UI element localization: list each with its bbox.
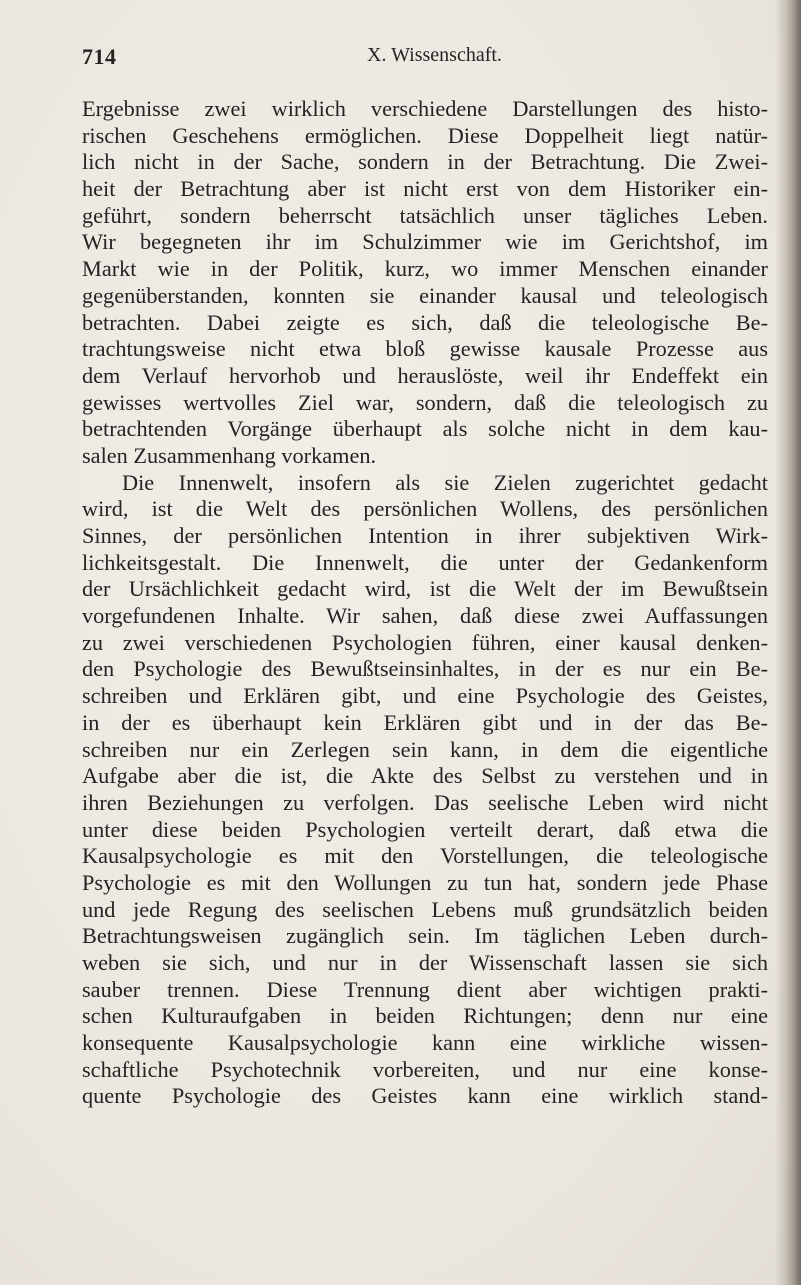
text-line: Psychologie es mit den Wollungen zu tun hat, sondern jede Phase	[82, 869, 768, 895]
text-line: und jede Regung des seelischen Lebens muß grundsätzlich beiden	[82, 896, 768, 922]
text-line: zu zwei verschiedenen Psychologien führen, einer kausal denken-	[82, 629, 768, 655]
text-line: schaftliche Psychotechnik vorbereiten, und nur eine konse-	[82, 1056, 768, 1082]
text-line: dem Verlauf hervorhob und herauslöste, weil ihr Endeffekt ein	[82, 362, 768, 388]
page-header	[82, 44, 722, 74]
body-text	[82, 96, 768, 1110]
text-line: gegenüberstanden, konnten sie einander kausal und teleologisch	[82, 282, 768, 308]
book-spine-shadow	[775, 0, 801, 1285]
text-line: sauber trennen. Diese Trennung dient aber wichtigen prakti-	[82, 976, 768, 1002]
text-line: schen Kulturaufgaben in beiden Richtungen; denn nur eine	[82, 1003, 768, 1029]
text-line: gewisses wertvolles Ziel war, sondern, daß die teleologisch zu	[82, 389, 768, 415]
text-line: quente Psychologie des Geistes kann eine wirklich stand-	[82, 1083, 768, 1109]
text-line: weben sie sich, und nur in der Wissenschaft lassen sie sich	[82, 950, 768, 975]
text-line: ihren Beziehungen zu verfolgen. Das seelische Leben wird nicht	[82, 789, 768, 815]
text-line: rischen Geschehens ermöglichen. Diese Doppelheit liegt natür-	[82, 122, 768, 148]
text-line: trachtungsweise nicht etwa bloß gewisse kausale Prozesse aus	[82, 336, 768, 362]
text-line: unter diese beiden Psychologien verteilt derart, daß etwa die	[82, 816, 768, 842]
text-line: Wir begegneten ihr im Schulzimmer wie im Gerichtshof, im	[82, 229, 768, 255]
running-head: X. Wissenschaft.	[367, 44, 502, 66]
text-line: vorgefundenen Inhalte. Wir sahen, daß diese zwei Auffassungen	[82, 603, 768, 629]
text-line: in der es überhaupt kein Erklären gibt und in der das Be-	[82, 709, 768, 735]
text-line: betrachtenden Vorgänge überhaupt als solche nicht in dem kau-	[82, 416, 768, 442]
text-line: schreiben nur ein Zerlegen sein kann, in dem die eigentliche	[82, 736, 768, 762]
text-line: betrachten. Dabei zeigte es sich, daß die teleologische Be-	[82, 309, 768, 335]
text-line: den Psychologie des Bewußtseinsinhaltes, in der es nur ein Be-	[82, 656, 768, 682]
text-line: lichkeitsgestalt. Die Innenwelt, die unter der Gedankenform	[82, 549, 768, 575]
page-number: 714	[82, 44, 117, 69]
text-line: Aufgabe aber die ist, die Akte des Selbst zu verstehen und in	[82, 763, 768, 789]
text-line: heit der Betrachtung aber ist nicht erst von dem Historiker ein-	[82, 176, 768, 202]
text-line: Kausalpsychologie es mit den Vorstellungen, die teleologische	[82, 843, 768, 869]
text-line: der Ursächlichkeit gedacht wird, ist die Welt der im Bewußtsein	[82, 576, 768, 602]
text-line: geführt, sondern beherrscht tatsächlich unser tägliches Leben.	[82, 202, 768, 228]
text-line: Sinnes, der persönlichen Intention in ihrer subjektiven Wirk-	[82, 523, 768, 548]
text-line: Betrachtungsweisen zugänglich sein. Im täglichen Leben durch-	[82, 923, 768, 949]
text-line: Markt wie in der Politik, kurz, wo immer Menschen einander	[82, 256, 768, 282]
paragraph-first-line: Die Innenwelt, insofern als sie Zielen zugerichtet gedacht	[122, 469, 768, 495]
text-line: schreiben und Erklären gibt, und eine Psychologie des Geistes,	[82, 683, 768, 709]
text-line: salen Zusammenhang vorkamen.	[82, 442, 377, 468]
text-line: wird, ist die Welt des persönlichen Wollens, des persönlichen	[82, 496, 768, 522]
text-line: konsequente Kausalpsychologie kann eine wirkliche wissen-	[82, 1030, 768, 1056]
text-line: Ergebnisse zwei wirklich verschiedene Darstellungen des histo-	[82, 96, 768, 121]
text-line: lich nicht in der Sache, sondern in der Betrachtung. Die Zwei-	[82, 149, 768, 175]
